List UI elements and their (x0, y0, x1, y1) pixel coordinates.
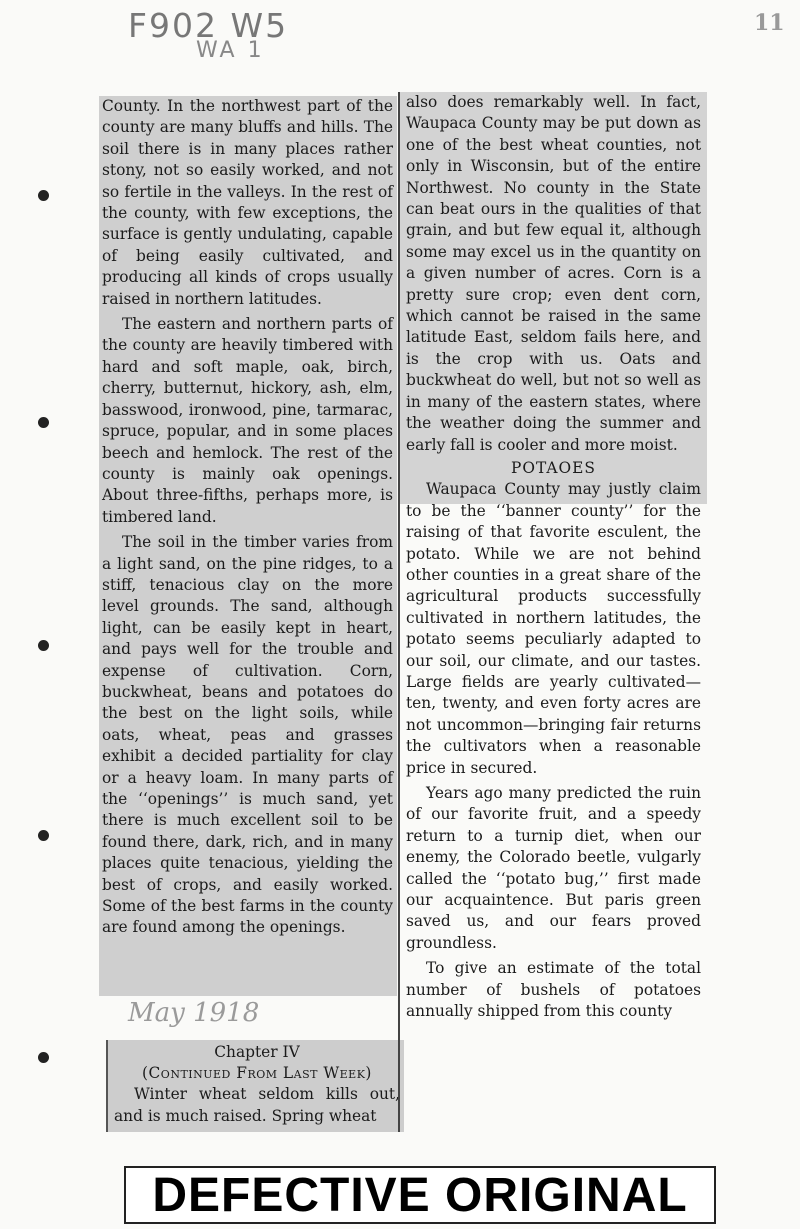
right-column-clipping (398, 92, 707, 1132)
left-paragraph-2: The eastern and northern parts of the county are heavily timbered with hard and soft maple, oak, birch, cherry, butternut, hickory, ash, elm, basswood, ironwood, pine, tarmarac, spruce, popular, and in some places beech and hemlock. The rest of the county is mainly oak openings. About three-fifths, perhaps more, is timbered land. (102, 315, 393, 526)
binder-hole (38, 417, 49, 428)
left-paragraph-1: County. In the northwest part of the county are many bluffs and hills. The soil there is in many places rather stony, not so easily worked, and not so fertile in the valleys. In the rest of the county, with few exceptions, the surface is gently undulating, capable of being easily cultivated, and producing all kinds of crops usually raised in northern latitudes. (102, 97, 393, 308)
chapter-heading: Chapter IV (214, 1043, 300, 1061)
right-paragraph-2: Years ago many predicted the ruin of our favorite fruit, and a speedy return to a turnip diet, when our enemy, the Colorado beetle, vulgarly called the ‘‘potato bug,’’ first made our acquaintence. But paris green saved us, and our fears proved groundless. (406, 784, 701, 952)
chapter-paragraph: Winter wheat seldom kills out, and is much raised. Spring wheat (114, 1085, 400, 1125)
left-column-clipping (99, 96, 397, 996)
handwritten-date-note: May 1918 (128, 998, 260, 1028)
section-heading-potatoes: POTAOES (511, 458, 596, 477)
binder-hole (38, 1052, 49, 1063)
left-paragraph-3: The soil in the timber varies from a light sand, on the pine ridges, to a stiff, tenacious clay on the more level grounds. The sand, although light, can be easily kept in heart, and pays well for the trouble and expense of cultivation. Corn, buckwheat, beans and potatoes do the best on the light soils, while oats, wheat, peas and grasses exhibit a decided partiality for clay or a heavy loam. In many parts of the ‘‘openings’’ is much sand, yet there is much excellent soil to be found there, dark, rich, and in many places quite tenacious, yielding the best of crops, and easily worked. Some of the best farms in the county are found among the openings. (102, 533, 393, 937)
chapter-clipping (106, 1040, 404, 1132)
right-paragraph-3: To give an estimate of the total number of bushels of potatoes annually shipped from this county (406, 959, 701, 1021)
binder-hole (38, 190, 49, 201)
binder-hole (38, 640, 49, 651)
page-number: 11 (754, 10, 785, 36)
handwritten-sub-mark: WA 1 (196, 38, 265, 63)
right-paragraph-1: Waupaca County may justly claim to be the ‘‘banner county’’ for the raising of that favorite esculent, the potato. While we are not behind other counties in a great share of the agricultural products successfully cultivated in northern latitudes, the potato seems peculiarly adapted to our soil, our climate, and our tastes. Large fields are yearly cultivated—ten, twenty, and even forty acres are not uncommon—bringing fair returns the cultivators when a reasonable price in secured. (406, 480, 701, 777)
defective-original-banner (124, 1166, 716, 1224)
handwritten-call-number: F902 W5 (128, 6, 289, 45)
right-paragraph-continued: also does remarkably well. In fact, Waupaca County may be put down as one of the best wheat counties, not only in Wisconsin, but of the entire Northwest. No county in the State can beat ours in the qualities of that grain, and but few equal it, although some may excel us in the quantity on a given number of acres. Corn is a pretty sure crop; even dent corn, which cannot be raised in the same latitude East, seldom fails here, and is the crop with us. Oats and buckwheat do well, but not so well as in many of the eastern states, where the weather doing the summer and early fall is cooler and more moist. (406, 93, 701, 454)
defective-original-label: DEFECTIVE ORIGINAL (152, 1168, 688, 1222)
continued-from-last-week: (Continued From Last Week) (142, 1064, 372, 1082)
binder-hole (38, 830, 49, 841)
